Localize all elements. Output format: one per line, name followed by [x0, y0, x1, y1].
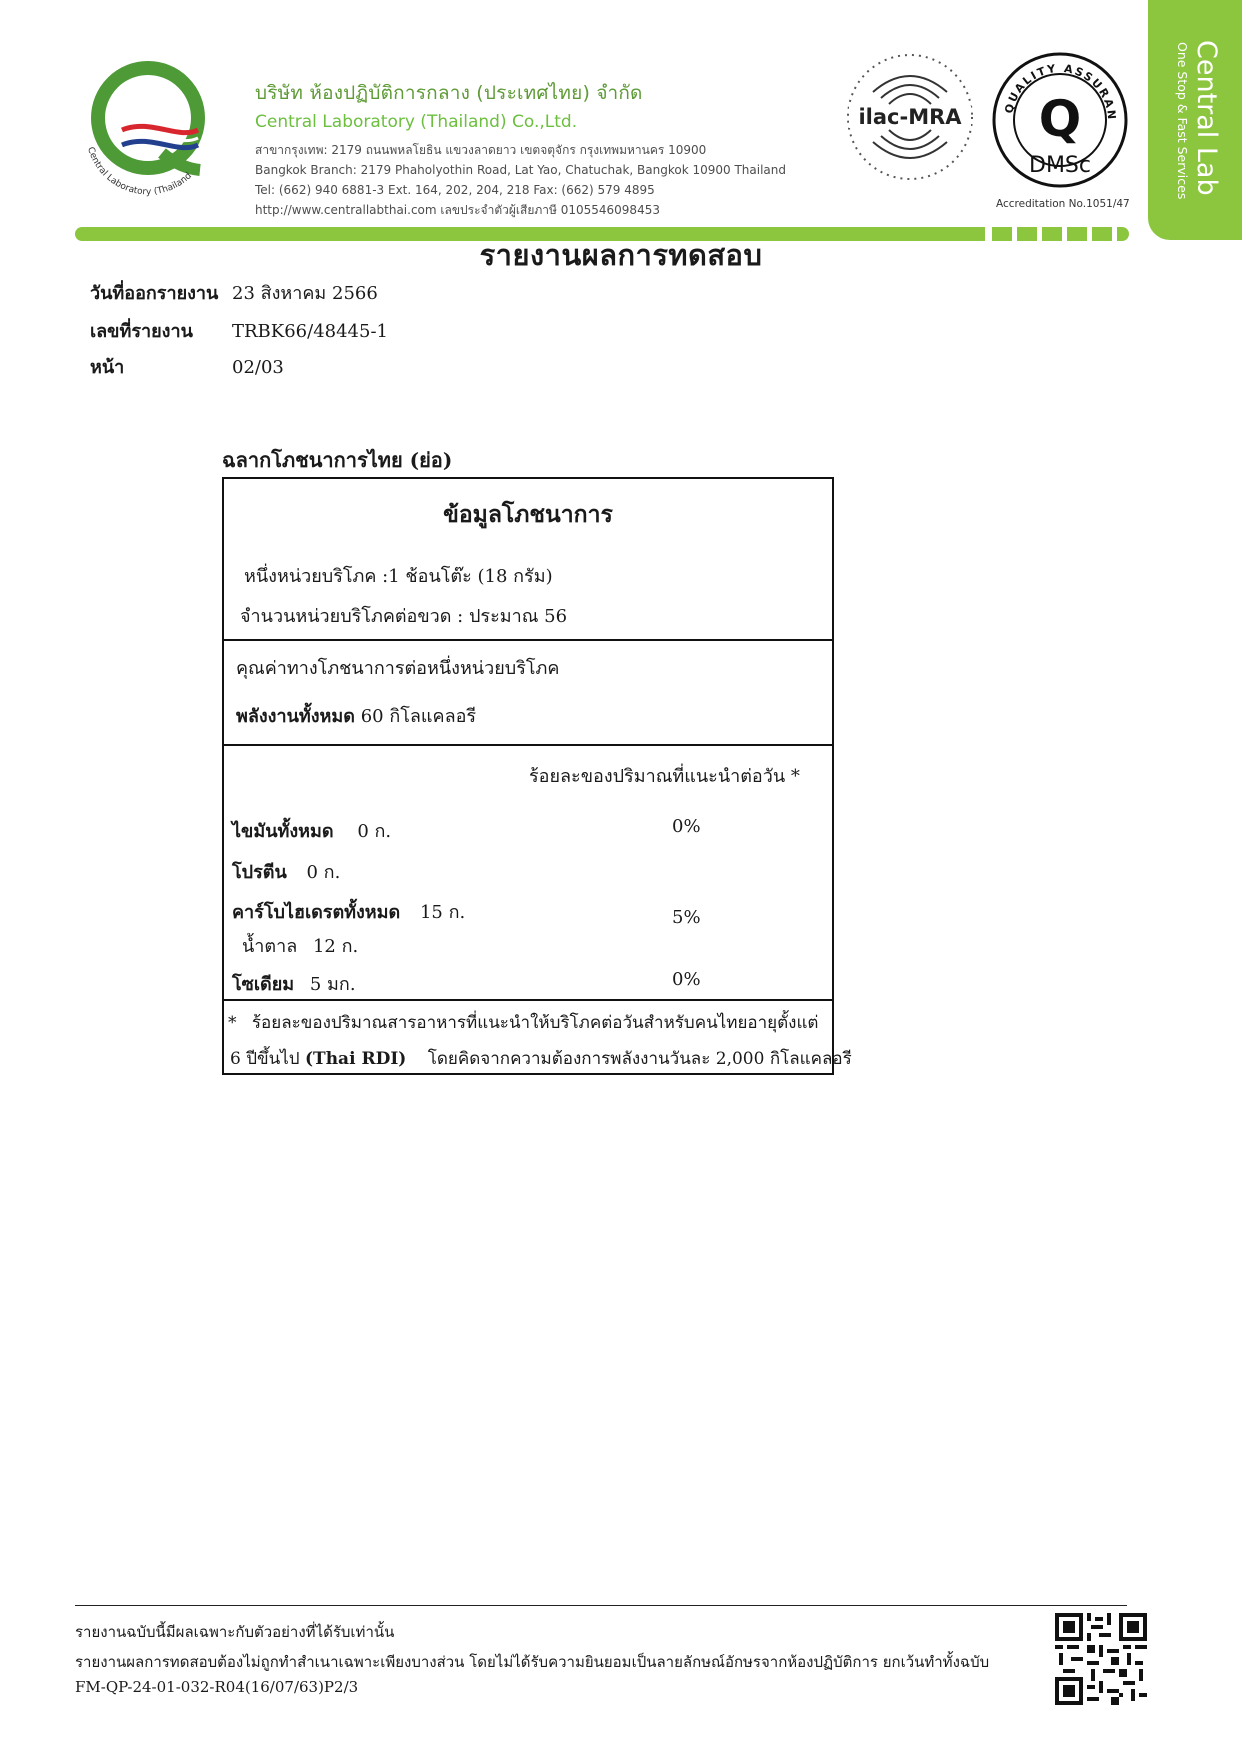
footer-notice-1: รายงานฉบับนี้มีผลเฉพาะกับตัวอย่างที่ได้รับเท่านั้น [75, 1623, 395, 1641]
carbohydrate-label: คาร์โบไฮเดรตทั้งหมด [232, 902, 401, 923]
sugar-amount: 12 ก. [312, 936, 359, 957]
report-title: รายงานผลการทดสอบ [479, 238, 763, 272]
report-date-row [90, 278, 378, 307]
footnote-energy-basis: โดยคิดจากความต้องการพลังงานวันละ 2,000 กิโลแคลอรี [427, 1049, 852, 1069]
sugar-row [242, 931, 358, 960]
fat-percent: 0% [672, 816, 701, 837]
rdi-heading: ร้อยละของปริมาณที่แนะนำต่อวัน * [529, 766, 800, 787]
section-divider [224, 639, 832, 641]
footnote-text-1: ร้อยละของปริมาณสารอาหารที่แนะนำให้บริโภคต่อวันสำหรับคนไทยอายุตั้งแต่ [251, 1013, 819, 1033]
carbohydrate-amount: 15 ก. [419, 902, 466, 923]
company-logo [70, 48, 220, 198]
company-name-en: Central Laboratory (Thailand) Co.,Ltd. [255, 112, 578, 132]
report-page-value: 02/03 [232, 357, 284, 378]
fat-label: ไขมันทั้งหมด [232, 821, 334, 842]
company-name-th: บริษัท ห้องปฏิบัติการกลาง (ประเทศไทย) จำกัด [255, 82, 643, 104]
protein-amount: 0 ก. [306, 862, 341, 883]
quality-assurance-logo [990, 50, 1130, 190]
per-serving-heading: คุณค่าทางโภชนาการต่อหนึ่งหน่วยบริโภค [236, 658, 560, 679]
report-number-value: TRBK66/48445-1 [232, 321, 388, 342]
carbohydrate-percent: 5% [672, 907, 701, 928]
sodium-amount: 5 มก. [309, 974, 356, 995]
report-date-value: 23 สิงหาคม 2566 [232, 283, 378, 304]
report-date-label: วันที่ออกรายงาน [90, 283, 219, 304]
side-brand: Central Lab [1191, 40, 1222, 196]
branch-address-th: สาขากรุงเทพ: 2179 ถนนพหลโยธิน แขวงลาดยาว เขตจตุจักร กรุงเทพมหานคร 10900 [255, 143, 707, 157]
carbohydrate-row [232, 897, 465, 926]
contact-numbers: Tel: (662) 940 6881-3 Ext. 164, 202, 204, 218 Fax: (662) 579 4895 [255, 183, 655, 197]
energy-row [236, 701, 476, 730]
logo-ring-text: Central Laboratory (Thailand [85, 145, 194, 198]
label-heading: ฉลากโภชนาการไทย (ย่อ) [222, 448, 453, 472]
sodium-label: โซเดียม [232, 974, 295, 995]
qa-letter: Q [1038, 90, 1082, 148]
footnote-age: 6 ปีขึ้นไป [230, 1049, 300, 1069]
ilac-text: ilac-MRA [858, 105, 962, 129]
footer-divider [75, 1605, 1127, 1606]
report-page-row [90, 352, 284, 381]
footer-notice-2: รายงานผลการทดสอบต้องไม่ถูกทำสำเนาเฉพาะเพียงบางส่วน โดยไม่ได้รับความยินยอมเป็นลายลักษณ์อักษรจากห้องปฏิบัติการ ยกเว้นทำทั้งฉบับ [75, 1653, 990, 1671]
energy-value: 60 กิโลแคลอรี [360, 706, 477, 727]
servings-per-container: จำนวนหน่วยบริโภคต่อขวด : ประมาณ 56 [240, 606, 568, 627]
serving-size: หนึ่งหน่วยบริโภค :1 ช้อนโต๊ะ (18 กรัม) [244, 566, 553, 587]
footnote-marker: * [228, 1013, 237, 1033]
report-number-label: เลขที่รายงาน [90, 321, 193, 342]
form-code: FM-QP-24-01-032-R04(16/07/63)P2/3 [75, 1678, 359, 1696]
nutrition-box-title: ข้อมูลโภชนาการ [443, 501, 613, 528]
footnote-line-2 [230, 1045, 852, 1072]
sugar-label: น้ำตาล [242, 936, 298, 957]
section-divider [224, 744, 832, 746]
protein-label: โปรตีน [232, 862, 287, 883]
section-divider [224, 999, 832, 1001]
ilac-mra-logo [843, 50, 977, 184]
qa-org-text: DMSc [1029, 153, 1091, 178]
qa-ring-text: QUALITY ASSURAN [1002, 61, 1119, 122]
sodium-row [232, 969, 356, 998]
central-lab-tab [1148, 0, 1242, 240]
nutrition-facts-box [222, 477, 852, 1075]
branch-address-en: Bangkok Branch: 2179 Phaholyothin Road, Lat Yao, Chatuchak, Bangkok 10900 Thailand [255, 163, 786, 177]
report-number-row [90, 316, 388, 345]
accreditation-number: Accreditation No.1051/47 [996, 198, 1130, 210]
qr-code-icon [1055, 1613, 1147, 1705]
protein-row [232, 857, 340, 886]
footnote-line-1 [228, 1009, 818, 1036]
footnote-thai-rdi: (Thai RDI) [305, 1049, 407, 1069]
energy-label: พลังงานทั้งหมด [236, 706, 355, 727]
sodium-percent: 0% [672, 969, 701, 990]
fat-amount: 0 ก. [357, 821, 392, 842]
report-page-label: หน้า [90, 357, 125, 378]
company-info [255, 78, 786, 220]
fat-row [232, 816, 391, 845]
side-tagline: One Stop & Fast Services [1175, 42, 1190, 200]
website-tax-id: http://www.centrallabthai.com เลขประจำตัวผู้เสียภาษี 0105546098453 [255, 203, 660, 217]
